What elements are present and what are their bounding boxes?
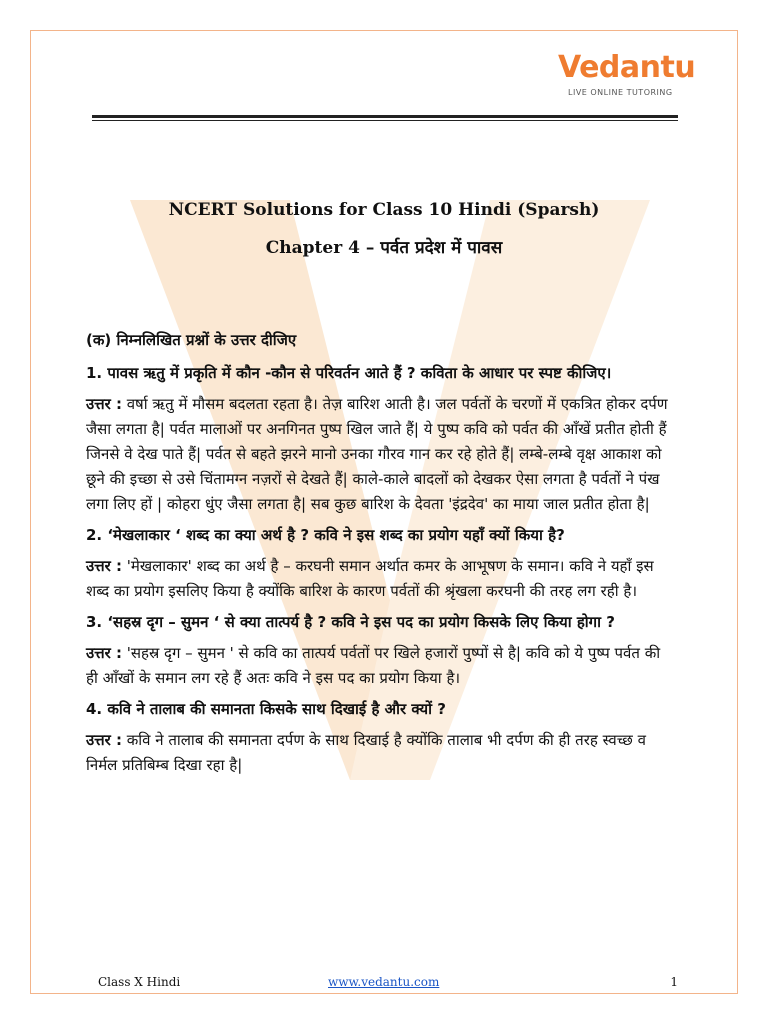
answer-label: उत्तर : <box>86 395 122 413</box>
answer-text: 'मेखलाकार' शब्द का अर्थ है – करघनी समान अर्थात कमर के आभूषण के समान। कवि ने यहाँ इस शब्द का प्रयोग इसलिए किया है क्योंकि बारिश के कारण पर्वतों की श्रृंखला करघनी की तरह लग रही है। <box>86 557 654 600</box>
footer-website-link[interactable]: www.vedantu.com <box>328 975 440 989</box>
document-title: NCERT Solutions for Class 10 Hindi (Sparsh) <box>168 200 600 220</box>
document-body <box>86 328 672 784</box>
answer-2 <box>86 554 672 604</box>
chapter-title: Chapter 4 – पर्वत प्रदेश में पावस <box>265 238 503 258</box>
question-2: 2. ‘मेखलाकार ‘ शब्द का क्या अर्थ है ? कवि ने इस शब्द का प्रयोग यहाँ क्यों किया है? <box>86 526 565 544</box>
section-heading: (क) निम्नलिखित प्रश्नों के उत्तर दीजिए <box>86 331 297 349</box>
answer-label: उत्तर : <box>86 557 122 575</box>
page-footer <box>92 975 678 993</box>
question-4: 4. कवि ने तालाब की समानता किसके साथ दिखाई है और क्यों ? <box>86 700 446 718</box>
question-1: 1. पावस ऋतु में प्रकृति में कौन -कौन से परिवर्तन आते हैं ? कविता के आधार पर स्पष्ट कीजिए। <box>86 364 612 382</box>
answer-text: वर्षा ऋतु में मौसम बदलता रहता है। तेज़ बारिश आती है। जल पर्वतों के चरणों में एकत्रित होकर दर्पण जैसा लगता है| पर्वत मालाओं पर अनगिनत पुष्प खिल जाते हैं| ये पुष्प कवि को पर्वत की आँखें प्रतीत होती हैं जिनसे वे देख पाते हैं| पर्वत से बहते झरने मानो उनका गौरव गान कर रहे होते हैं| लम्बे-लम्बे वृक्ष आकाश को छूने की इच्छा से उसे चिंतामग्न नज़रों से देखते हैं| काले-काले बादलों को देखकर ऐसा लगता है पर्वतों ने पंख लगा लिए हों | कोहरा धुंए जैसा लगता है| सब कुछ बारिश के देवता 'इंद्रदेव' का माया जाल प्रतीत होता है| <box>86 395 668 513</box>
header-rule-thin <box>92 120 678 121</box>
header-rule <box>92 115 678 118</box>
answer-label: उत्तर : <box>86 731 122 749</box>
logo-text: Vedantu <box>558 50 696 85</box>
answer-text: कवि ने तालाब की समानता दर्पण के साथ दिखाई है क्योंकि तालाब भी दर्पण की ही तरह स्वच्छ व निर्मल प्रतिबिम्ब दिखा रहा है| <box>86 731 646 774</box>
answer-3 <box>86 641 672 691</box>
logo-tagline: LIVE ONLINE TUTORING <box>568 88 673 97</box>
footer-class-label: Class X Hindi <box>98 975 181 989</box>
answer-text: 'सहस्र दृग – सुमन ' से कवि का तात्पर्य पर्वतों पर खिले हजारों पुष्पों से है| कवि को ये पुष्प पर्वत की ही आँखों के समान लग रहे हैं अतः कवि ने इस पद का प्रयोग किया है। <box>86 644 661 687</box>
answer-1 <box>86 392 672 517</box>
question-3: 3. ‘सहस्र दृग – सुमन ‘ से क्या तात्पर्य है ? कवि ने इस पद का प्रयोग किसके लिए किया होगा ? <box>86 613 615 631</box>
vedantu-logo <box>558 50 696 102</box>
answer-4 <box>86 728 672 778</box>
page-number: 1 <box>670 975 678 989</box>
answer-label: उत्तर : <box>86 644 122 662</box>
